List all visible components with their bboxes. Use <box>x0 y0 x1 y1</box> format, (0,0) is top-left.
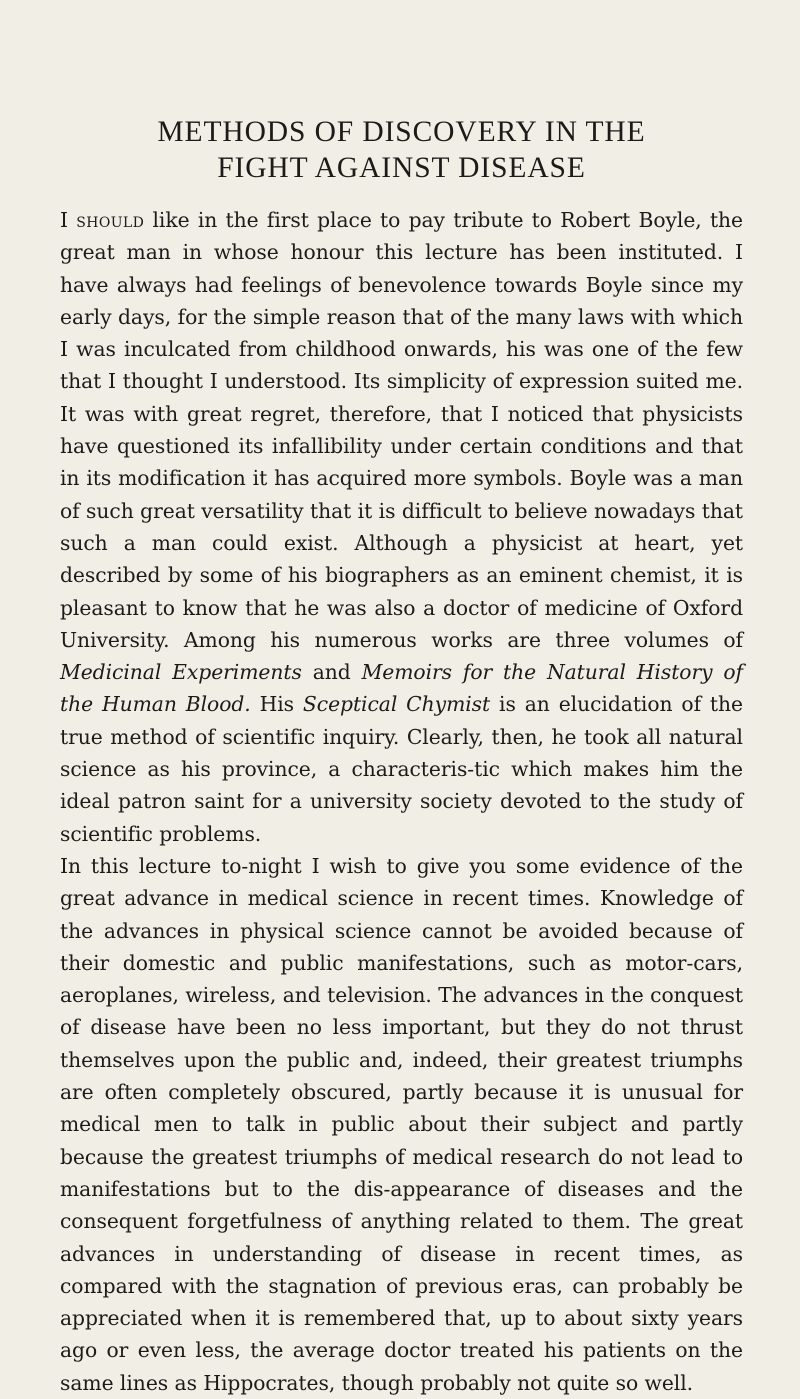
opening-small-caps: should <box>76 208 145 232</box>
paragraph-1-text-b: and <box>301 660 362 685</box>
paragraph-1-text-c: His <box>250 692 303 717</box>
paragraph-2: In this lecture to-night I wish to give you some evidence of the great advance in medical science in recent times. Knowledge of the advances in physical science cannot be avoided because of their domestic and public manifestations, such as motor-cars, aeroplanes, wireless, and television. The advances in the conquest of disease have been no less important, but they do not thrust themselves upon the public and, indeed, their greatest triumphs are often completely obscured, partly because it is unusual for medical men to talk in public about their subject and partly because the greatest triumphs of medical research do not lead to manifestations but to the dis-appearance of diseases and the consequent forgetfulness of anything related to them. The great advances in understanding of disease in recent times, as compared with the stagnation of previous eras, can probably be appreciated when it is remembered that, up to about sixty years ago or even less, the average doctor treated his patients on the same lines as Hippocrates, though probably not quite so well. <box>60 853 743 1395</box>
body-text <box>60 204 743 1399</box>
chapter-title <box>60 114 743 186</box>
paragraph-1 <box>60 204 743 850</box>
book-title-memoirs: Memoirs for the Natural History of the Human Blood. <box>60 660 743 717</box>
opening-letter: I <box>60 208 77 232</box>
paragraph-1-text-a: like in the first place to pay tribute to Robert Boyle, the great man in whose honour this lecture has been instituted. I have always had feelings of benevolence towards Boyle since my early days, for the simple reason that of the many laws with which I was inculcated from childhood onwards, his was one of the few that I thought I understood. Its simplicity of expression suited me. It was with great regret, therefore, that I noticed that physicists have questioned its infallibility under certain conditions and that in its modification it has acquired more symbols. Boyle was a man of such great versatility that it is difficult to believe nowadays that such a man could exist. Although a physicist at heart, yet described by some of his biographers as an eminent chemist, it is pleasant to know that he was also a doctor of medicine of Oxford University. Among his numerous works are three volumes of <box>60 208 744 652</box>
chapter-title-line-1: METHODS OF DISCOVERY IN THE <box>157 116 646 148</box>
paragraph-1-text-d: is an elucidation of the true method of scientific inquiry. Clearly, then, he took all natural science as his province, a characteris-tic which makes him the ideal patron saint for a university society devoted to the study of scientific problems. <box>60 692 743 846</box>
book-title-sceptical-chymist: Sceptical Chymist <box>302 692 491 717</box>
chapter-title-line-2: FIGHT AGAINST DISEASE <box>217 152 586 184</box>
book-title-medicinal-experiments: Medicinal Experiments <box>60 660 302 685</box>
